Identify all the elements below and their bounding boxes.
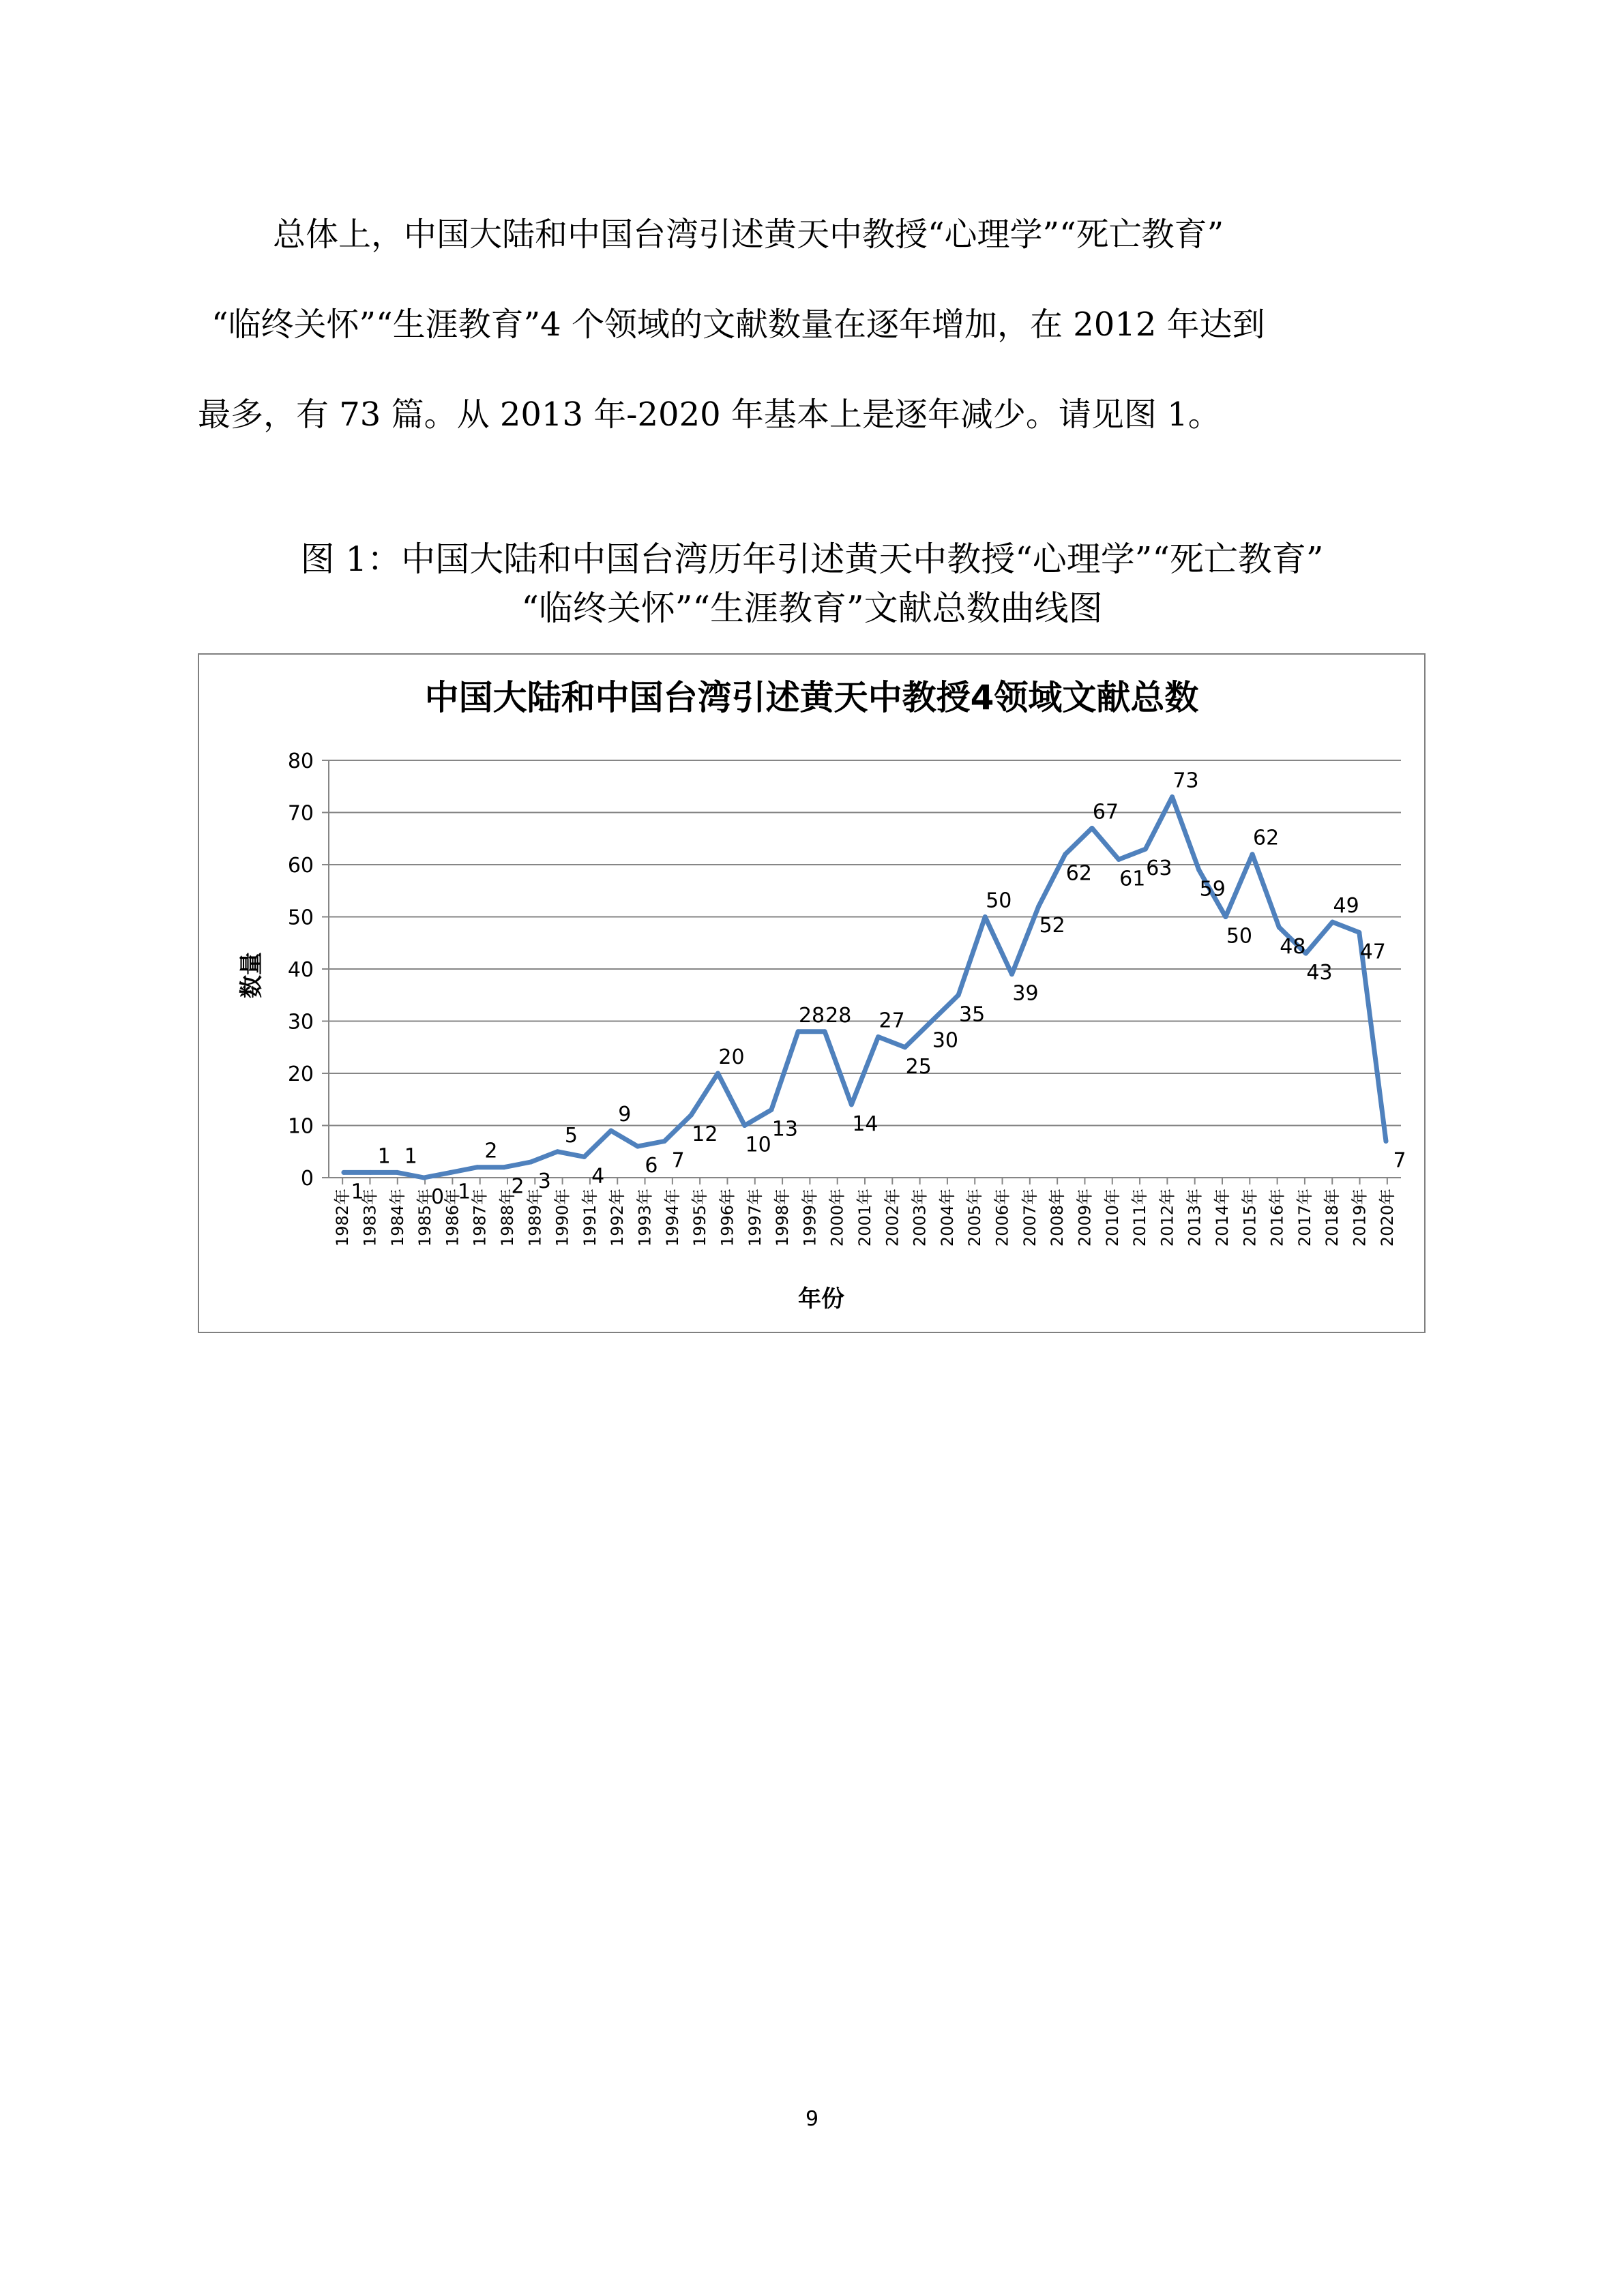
data-label: 52 <box>1039 914 1065 938</box>
x-tick-label: 2017年 <box>1295 1189 1314 1247</box>
data-label: 59 <box>1199 877 1226 901</box>
x-tick-label: 2007年 <box>1020 1189 1039 1247</box>
data-label: 5 <box>564 1123 578 1148</box>
data-point <box>529 1160 533 1165</box>
data-point <box>1117 857 1121 862</box>
data-point <box>689 1113 694 1118</box>
data-label: 3 <box>537 1169 551 1194</box>
y-tick-label: 60 <box>287 854 314 878</box>
data-label: 1 <box>377 1144 391 1169</box>
x-tick-label: 2002年 <box>883 1189 902 1247</box>
data-label: 50 <box>986 889 1012 913</box>
figure-caption-line-1: 图 1：中国大陆和中国台湾历年引述黄天中教授“心理学”“死亡教育” <box>300 539 1324 579</box>
y-axis-title: 数量 <box>238 952 265 998</box>
data-label: 25 <box>905 1054 932 1079</box>
x-tick-label: 1988年 <box>498 1189 517 1247</box>
data-point <box>1384 1139 1389 1144</box>
data-label: 1 <box>458 1180 471 1204</box>
y-tick-label: 40 <box>287 958 314 982</box>
data-point <box>876 1034 881 1039</box>
data-label: 62 <box>1065 861 1092 886</box>
x-tick-label: 1994年 <box>662 1189 682 1247</box>
x-tick-label: 1991年 <box>580 1189 600 1247</box>
data-label: 20 <box>718 1045 745 1069</box>
x-tick-label: 1999年 <box>800 1189 820 1247</box>
x-tick-label: 2011年 <box>1130 1189 1150 1247</box>
data-point <box>823 1029 827 1034</box>
data-label: 13 <box>771 1117 798 1142</box>
data-point <box>929 1019 934 1024</box>
data-point <box>422 1176 426 1180</box>
x-tick-label: 1995年 <box>690 1189 710 1247</box>
data-label: 2 <box>484 1139 498 1163</box>
data-point <box>1250 852 1255 856</box>
x-tick-label: 2001年 <box>855 1189 874 1247</box>
y-tick-label: 20 <box>287 1062 314 1086</box>
x-tick-label: 2016年 <box>1267 1189 1287 1247</box>
data-point <box>956 993 961 998</box>
data-label: 43 <box>1306 961 1333 985</box>
x-tick-label: 1986年 <box>443 1189 462 1247</box>
body-line-3: 最多，有 73 篇。从 2013 年-2020 年基本上是逐年减少。请见图 1。 <box>198 396 1221 434</box>
x-tick-label: 2010年 <box>1102 1189 1122 1247</box>
x-tick-label: 2018年 <box>1323 1189 1342 1247</box>
x-tick-label: 1997年 <box>745 1189 765 1247</box>
data-point <box>342 1170 346 1175</box>
x-tick-label: 2013年 <box>1185 1189 1205 1247</box>
chart-frame <box>198 653 1426 1333</box>
data-point <box>849 1102 854 1107</box>
data-label: 30 <box>932 1028 959 1053</box>
data-label: 28 <box>798 1003 825 1028</box>
x-tick-label: 1990年 <box>552 1189 572 1247</box>
data-point <box>769 1107 773 1112</box>
y-tick-label: 70 <box>287 801 314 826</box>
data-point <box>1357 930 1361 935</box>
data-label: 7 <box>671 1148 685 1173</box>
body-line-2: “临终关怀”“生涯教育”4 个领域的文献数量在逐年增加，在 2012 年达到 <box>211 305 1265 344</box>
data-point <box>796 1029 801 1034</box>
data-label: 27 <box>879 1009 905 1033</box>
data-point <box>448 1170 453 1175</box>
x-tick-label: 1982年 <box>333 1189 353 1247</box>
data-point <box>983 914 988 919</box>
data-label: 10 <box>745 1133 771 1157</box>
data-point <box>395 1170 400 1175</box>
data-label: 48 <box>1280 934 1306 959</box>
y-tick-labels <box>288 749 314 1191</box>
data-labels <box>351 769 1406 1209</box>
x-tick-label: 1989年 <box>525 1189 545 1247</box>
data-label: 2 <box>511 1174 525 1199</box>
x-tick-label: 2005年 <box>965 1189 985 1247</box>
data-point <box>1090 826 1095 831</box>
data-point <box>1170 794 1175 799</box>
data-label: 1 <box>404 1144 417 1169</box>
body-line-1: 总体上，中国大陆和中国台湾引述黄天中教授“心理学”“死亡教育” <box>273 215 1224 254</box>
data-point <box>555 1149 560 1154</box>
data-point <box>1009 972 1014 976</box>
data-label: 67 <box>1092 800 1119 824</box>
x-tick-label: 2020年 <box>1377 1189 1397 1247</box>
data-point <box>715 1071 720 1076</box>
data-point <box>475 1165 479 1169</box>
y-tick-label: 0 <box>300 1167 314 1191</box>
data-label: 61 <box>1119 867 1146 891</box>
data-label: 49 <box>1333 894 1359 919</box>
x-tick-label: 1983年 <box>360 1189 380 1247</box>
x-tick-label: 1998年 <box>773 1189 793 1247</box>
x-tick-label: 2019年 <box>1350 1189 1370 1247</box>
data-label: 28 <box>825 1003 852 1028</box>
x-tick-label: 1992年 <box>608 1189 628 1247</box>
data-point <box>608 1129 613 1133</box>
x-tick-label: 2009年 <box>1075 1189 1095 1247</box>
data-label: 63 <box>1146 856 1172 881</box>
x-tick-label: 2003年 <box>910 1189 930 1247</box>
x-tick-label: 2015年 <box>1240 1189 1260 1247</box>
line-chart <box>199 655 1424 1332</box>
x-tick-label: 2012年 <box>1157 1189 1177 1247</box>
data-label: 62 <box>1253 826 1280 850</box>
x-tick-labels <box>333 1189 1397 1247</box>
y-tick-label: 80 <box>287 749 314 773</box>
x-tick-label: 2000年 <box>827 1189 847 1247</box>
data-label: 14 <box>852 1112 879 1136</box>
x-tick-label: 1987年 <box>470 1189 490 1247</box>
data-label: 39 <box>1012 981 1039 1006</box>
data-point <box>1143 847 1148 852</box>
data-point <box>662 1139 667 1144</box>
x-tick-label: 1993年 <box>635 1189 655 1247</box>
data-point <box>742 1123 747 1128</box>
data-label: 9 <box>618 1103 632 1127</box>
data-label: 6 <box>645 1154 658 1178</box>
data-point <box>1223 914 1228 919</box>
figure-caption-line-2: “临终关怀”“生涯教育”文献总数曲线图 <box>521 588 1103 628</box>
x-axis-title: 年份 <box>798 1285 844 1313</box>
y-tick-label: 10 <box>287 1114 314 1139</box>
x-tick-label: 2014年 <box>1213 1189 1232 1247</box>
page-number: 9 <box>805 2107 819 2131</box>
data-point <box>368 1170 373 1175</box>
data-label: 0 <box>430 1185 445 1209</box>
data-point <box>1063 852 1067 856</box>
data-label: 1 <box>351 1180 364 1204</box>
x-tick-label: 1985年 <box>415 1189 435 1247</box>
data-point <box>1330 920 1335 925</box>
data-point <box>502 1165 507 1169</box>
data-point <box>1196 867 1201 872</box>
data-point <box>902 1045 907 1049</box>
data-label: 73 <box>1172 769 1199 793</box>
x-tick-label: 1984年 <box>387 1189 407 1247</box>
x-tick-label: 2004年 <box>937 1189 957 1247</box>
chart-title: 中国大陆和中国台湾引述黄天中教授4领域文献总数 <box>424 678 1199 717</box>
x-tick-label: 2006年 <box>992 1189 1012 1247</box>
x-tick-label: 2008年 <box>1048 1189 1067 1247</box>
data-label: 12 <box>692 1122 718 1147</box>
data-label: 7 <box>1393 1148 1406 1173</box>
data-point <box>635 1144 640 1149</box>
data-point <box>1036 904 1041 909</box>
data-label: 47 <box>1359 940 1386 964</box>
x-tick-label: 1996年 <box>718 1189 737 1247</box>
data-label: 35 <box>959 1002 986 1027</box>
data-point <box>1277 925 1282 929</box>
data-label: 50 <box>1226 924 1253 949</box>
y-tick-label: 30 <box>287 1010 314 1034</box>
y-tick-label: 50 <box>287 906 314 930</box>
data-point <box>582 1154 587 1159</box>
data-label: 4 <box>591 1164 605 1189</box>
